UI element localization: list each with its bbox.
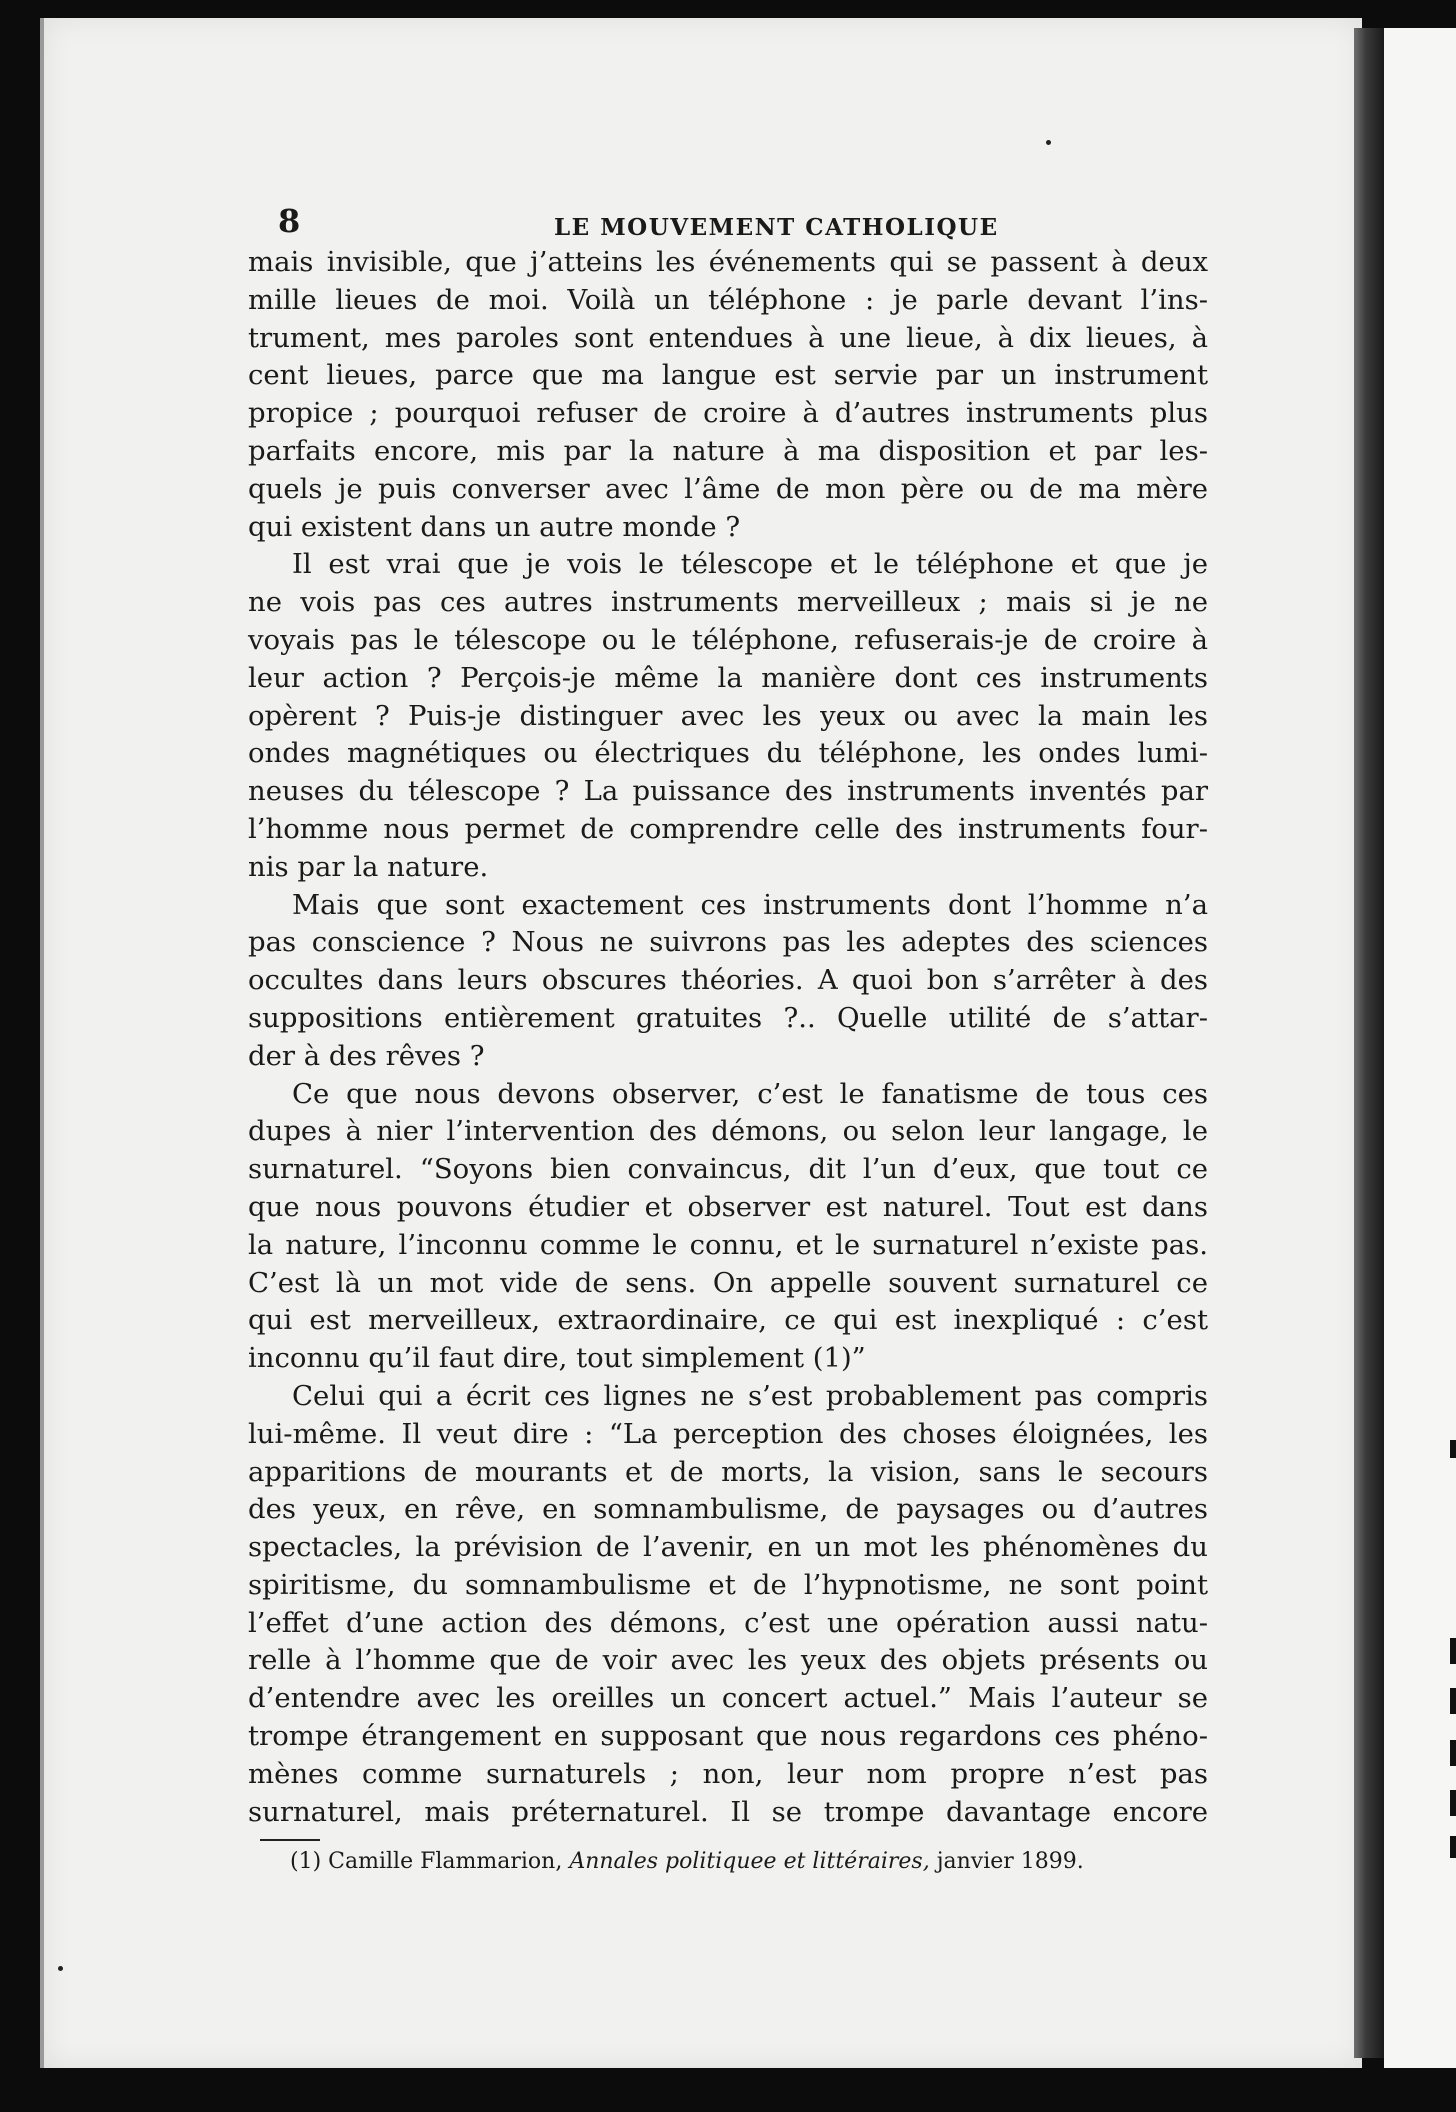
text-line: voyais pas le télescope ou le téléphone, refuserais-je de croire à [248,623,1208,656]
book-gutter [1354,28,1384,2058]
scan-speck [1046,140,1051,145]
text-line: ne vois pas ces autres instruments merveilleux ; mais si je ne [248,586,1208,619]
page-content [248,196,1208,1877]
text-line: pas conscience ? Nous ne suivrons pas les adeptes des sciences [248,926,1208,959]
adjacent-page-glyph [1450,1790,1456,1816]
text-line: cent lieues, parce que ma langue est servie par un instrument [248,359,1208,392]
text-line: trument, mes paroles sont entendues à une lieue, à dix lieues, à [248,321,1208,354]
text-line: dupes à nier l’intervention des démons, ou selon leur langage, le [248,1115,1208,1148]
text-line: neuses du télescope ? La puissance des instruments inventés par [248,775,1208,808]
text-line: occultes dans leurs obscures théories. A quoi bon s’arrêter à des [248,964,1208,997]
text-line: que nous pouvons étudier et observer est naturel. Tout est dans [248,1190,1208,1223]
text-line: Mais que sont exactement ces instruments dont l’homme n’a [292,888,1208,921]
text-line: quels je puis converser avec l’âme de mon père ou de ma mère [248,472,1208,505]
text-line: des yeux, en rêve, en somnambulisme, de paysages ou d’autres [248,1493,1208,1526]
paragraph [248,887,1208,1076]
text-line: l’homme nous permet de comprendre celle des instruments four- [248,812,1208,845]
text-line: la nature, l’inconnu comme le connu, et le surnaturel n’existe pas. [248,1228,1208,1261]
text-line: surnaturel, mais préternaturel. Il se trompe davantage encore [248,1795,1208,1828]
text-line: suppositions entièrement gratuites ?.. Quelle utilité de s’attar- [248,1001,1208,1034]
text-line: trompe étrangement en supposant que nous regardons ces phéno- [248,1720,1208,1753]
scan-speck [58,1966,63,1971]
adjacent-page-glyph [1450,1688,1456,1714]
footnote-publication: Annales politiquee et littéraires, [569,1849,930,1875]
text-line: mais invisible, que j’atteins les événements qui se passent à deux [248,246,1208,278]
footnote-date: janvier 1899. [936,1849,1084,1875]
text-line: mènes comme surnaturels ; non, leur nom propre n’est pas [248,1757,1208,1790]
footnote-author: Camille Flammarion, [328,1849,563,1875]
text-line: spiritisme, du somnambulisme et de l’hypnotisme, ne sont point [248,1568,1208,1601]
adjacent-page-glyph [1450,1740,1456,1766]
text-line: nis par la nature. [248,850,489,883]
text-line: ondes magnétiques ou électriques du téléphone, les ondes lumi- [248,737,1208,770]
text-line: qui est merveilleux, extraordinaire, ce qui est inexpliqué : c’est [248,1304,1208,1337]
text-line: l’effet d’une action des démons, c’est une opération aussi natu- [248,1606,1208,1639]
running-head [248,196,1208,244]
text-line: Celui qui a écrit ces lignes ne s’est probablement pas compris [292,1379,1208,1412]
adjacent-page-glyph [1450,1836,1456,1858]
text-line: d’entendre avec les oreilles un concert actuel.” Mais l’auteur se [248,1682,1208,1715]
paragraph [248,546,1208,886]
text-line: spectacles, la prévision de l’avenir, en un mot les phénomènes du [248,1531,1208,1564]
text-line: propice ; pourquoi refuser de croire à d’autres instruments plus [248,397,1208,430]
adjacent-page-edge [1384,28,1456,2068]
text-line: opèrent ? Puis-je distinguer avec les yeux ou avec la main les [248,699,1208,732]
text-line: Il est vrai que je vois le télescope et le téléphone et que je [292,548,1208,581]
text-line: surnaturel. “Soyons bien convaincus, dit l’un d’eux, que tout ce [248,1153,1208,1186]
adjacent-page-glyph [1450,1440,1456,1458]
paragraph [248,1076,1208,1378]
adjacent-page-glyph [1450,1638,1456,1664]
text-line: apparitions de mourants et de morts, la vision, sans le secours [248,1455,1208,1488]
text-line: der à des rêves ? [248,1039,485,1072]
body-text [248,244,1208,1831]
footnote [290,1847,1208,1877]
text-line: inconnu qu’il faut dire, tout simplement (1)” [248,1342,866,1375]
text-line: lui-même. Il veut dire : “La perception des choses éloignées, les [248,1417,1208,1450]
text-line: qui existent dans un autre monde ? [248,510,741,543]
text-line: Ce que nous devons observer, c’est le fanatisme de tous ces [292,1077,1208,1110]
running-title: LE MOUVEMENT CATHOLIQUE [554,214,999,241]
text-line: relle à l’homme que de voir avec les yeux des objets présents ou [248,1644,1208,1677]
text-line: C’est là un mot vide de sens. On appelle souvent surnaturel ce [248,1266,1208,1299]
paragraph [248,244,1208,546]
text-line: mille lieues de moi. Voilà un téléphone : je parle devant l’ins- [248,283,1208,316]
page-number: 8 [278,202,302,240]
footnote-rule [260,1839,320,1841]
text-line: leur action ? Perçois-je même la manière dont ces instruments [248,661,1208,694]
text-line: parfaits encore, mis par la nature à ma disposition et par les- [248,434,1208,467]
paragraph [248,1378,1208,1832]
footnote-marker: (1) [290,1849,322,1875]
